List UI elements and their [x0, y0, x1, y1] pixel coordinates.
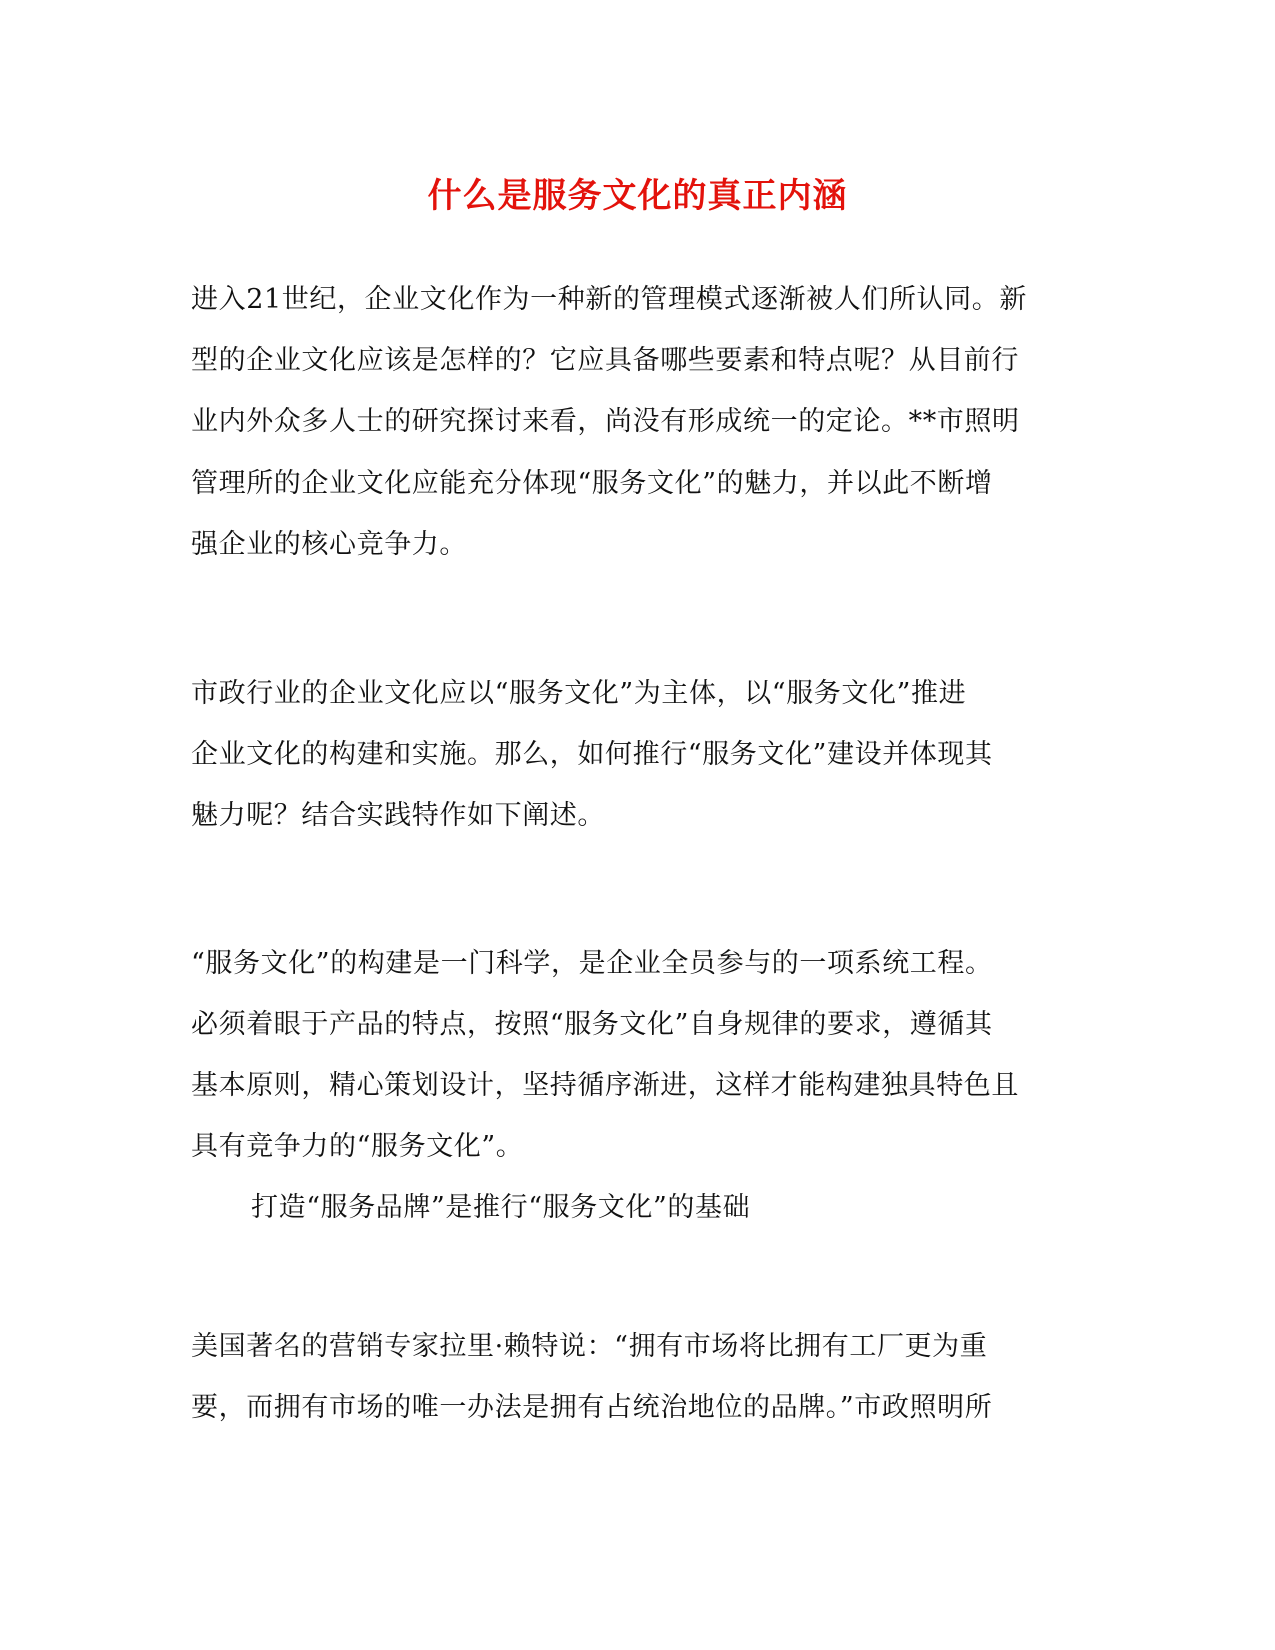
section-heading: 打造“服务品牌”是推行“服务文化”的基础	[251, 1192, 751, 1223]
paragraph-3-line-1: “服务文化”的构建是一门科学，是企业全员参与的一项系统工程。	[191, 948, 993, 979]
paragraph-3-line-2: 必须着眼于产品的特点，按照“服务文化”自身规律的要求，遵循其	[191, 1009, 993, 1040]
paragraph-2-line-1: 市政行业的企业文化应以“服务文化”为主体，以“服务文化”推进	[191, 678, 967, 709]
paragraph-3-line-3: 基本原则，精心策划设计，坚持循序渐进，这样才能构建独具特色且	[191, 1070, 1019, 1101]
paragraph-2-line-2: 企业文化的构建和实施。那么，如何推行“服务文化”建设并体现其	[191, 739, 993, 770]
paragraph-1-line-1: 进入21世纪，企业文化作为一种新的管理模式逐渐被人们所认同。新	[191, 284, 1027, 315]
paragraph-1-line-5: 强企业的核心竞争力。	[191, 529, 467, 560]
paragraph-3-line-4: 具有竞争力的“服务文化”。	[191, 1131, 524, 1162]
paragraph-1-line-2: 型的企业文化应该是怎样的？它应具备哪些要素和特点呢？从目前行	[191, 345, 1019, 376]
document-title: 什么是服务文化的真正内涵	[427, 176, 848, 216]
paragraph-5-line-2: 要，而拥有市场的唯一办法是拥有占统治地位的品牌。”市政照明所	[191, 1392, 993, 1423]
paragraph-1-line-3: 业内外众多人士的研究探讨来看，尚没有形成统一的定论。**市照明	[191, 406, 1020, 437]
paragraph-5-line-1: 美国著名的营销专家拉里·赖特说：“拥有市场将比拥有工厂更为重	[191, 1331, 988, 1362]
paragraph-1-line-4: 管理所的企业文化应能充分体现“服务文化”的魅力，并以此不断增	[191, 468, 993, 499]
paragraph-2-line-3: 魅力呢？结合实践特作如下阐述。	[191, 800, 605, 831]
